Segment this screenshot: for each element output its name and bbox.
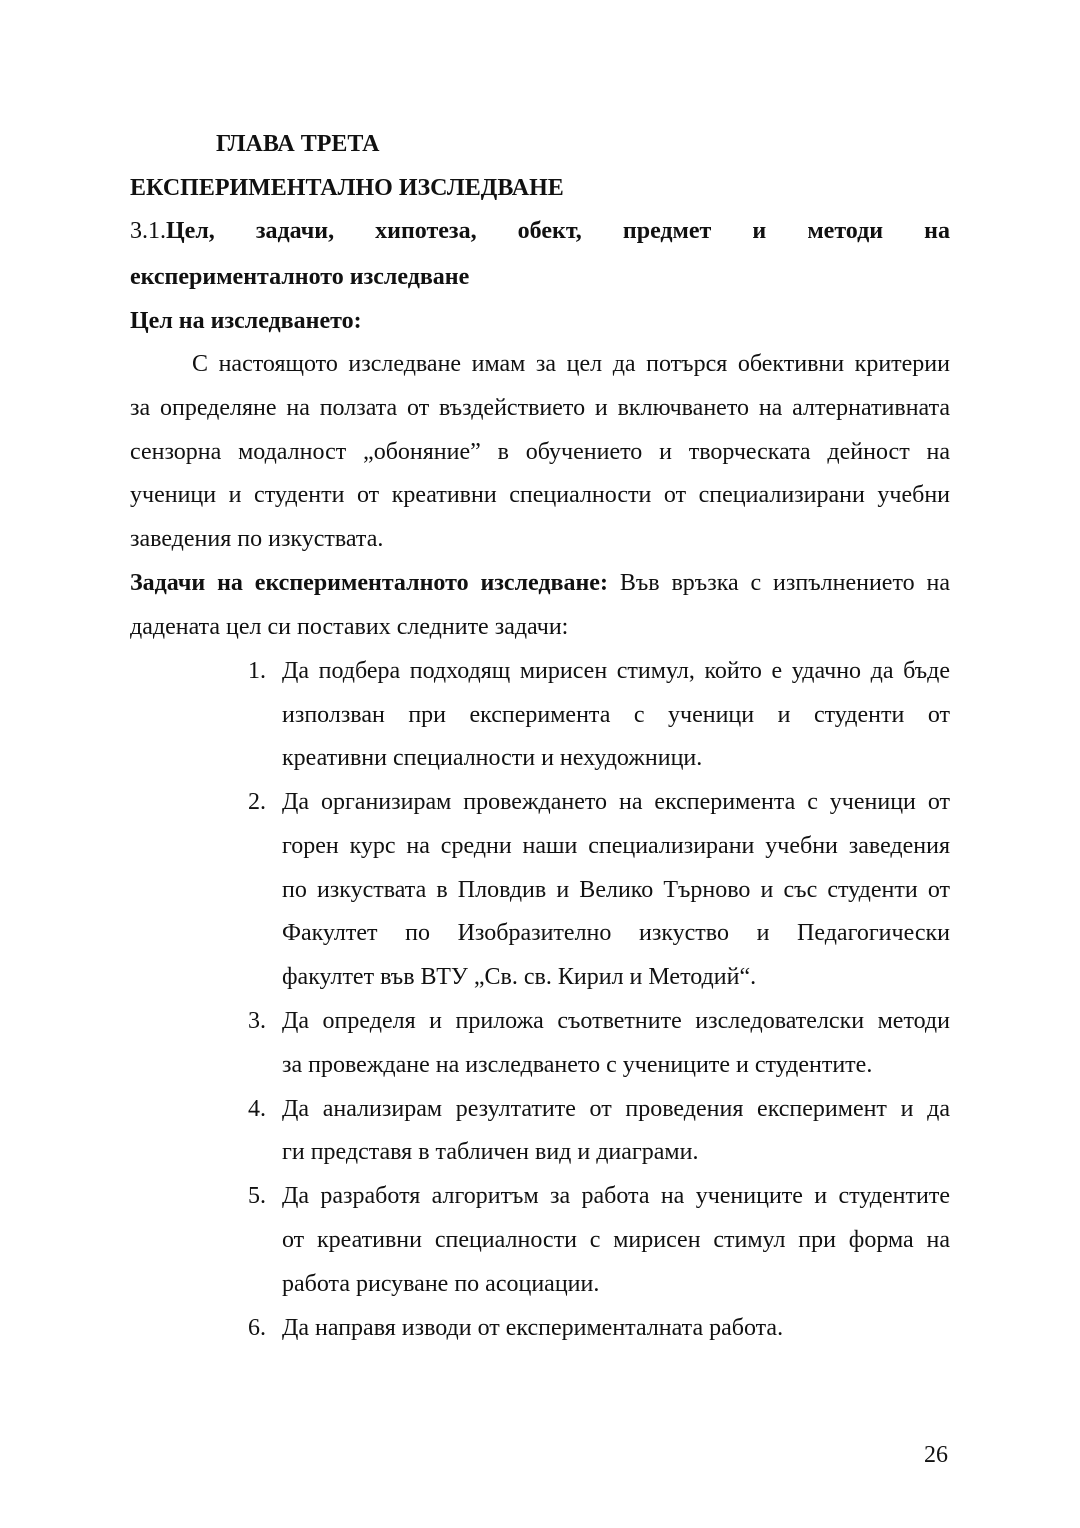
goal-paragraph-line: заведения по изкуствата. [130,526,384,552]
chapter-title: ЕКСПЕРИМЕНТАЛНО ИЗСЛЕДВАНЕ [130,175,564,201]
section-heading-continuation: експерименталното изследване [130,264,470,290]
list-item-line: от креативни специалности с мирисен стимул при форма на [282,1227,950,1253]
list-item-line: креативни специалности и нехудожници. [282,745,703,771]
list-item-line: по изкуствата в Пловдив и Велико Търново и със студенти от [282,877,950,903]
list-item-number: 1. [248,658,266,684]
goal-paragraph-line: ученици и студенти от креативни специалности от специализирани учебни [130,482,950,508]
section-first-word [130,216,215,246]
tasks-intro-rest: Във връзка с изпълнението на [607,570,950,596]
list-item-line: Да анализирам резултатите от проведения експеримент и да [282,1096,950,1122]
section-word: хипотеза, [375,218,477,244]
section-word: методи [807,218,884,244]
chapter-label: ГЛАВА ТРЕТА [216,131,380,157]
list-item-line: за провеждане на изследването с учениците и студентите. [282,1052,873,1078]
list-item-line: ги представя в табличен вид и диаграми. [282,1139,699,1165]
section-word: предмет [622,218,712,244]
list-item-line: Да разработя алгоритъм за работа на учениците и студентите [282,1183,950,1209]
section-word: Цел, [166,218,215,244]
goal-paragraph-line: сензорна модалност „обоняние” в обучението и творческата дейност на [130,439,950,465]
list-item-line: използван при експеримента с ученици и студенти от [282,702,950,728]
list-item-number: 6. [248,1315,266,1341]
list-item-line: Факултет по Изобразително изкуство и Педагогически [282,920,950,946]
goal-paragraph-line: С настоящото изследване имам за цел да потърся обективни критерии [192,351,950,377]
goal-heading: Цел на изследването: [130,308,362,334]
section-word: обект, [517,218,582,244]
goal-paragraph-line: за определяне на ползата от въздействието и включването на алтернативната [130,395,950,421]
list-item-line: Да направя изводи от експерименталната работа. [282,1315,784,1341]
list-item-line: Да определя и приложа съответните изследователски методи [282,1008,950,1034]
list-item-number: 2. [248,789,266,815]
section-word: и [752,218,767,244]
list-item-number: 4. [248,1096,266,1122]
section-word: задачи, [255,218,335,244]
section-heading [130,216,950,246]
list-item-line: работа рисуване по асоциации. [282,1271,600,1297]
list-item-number: 5. [248,1183,266,1209]
list-item-line: Да подбера подходящ мирисен стимул, който е удачно да бъде [282,658,950,684]
list-item-line: горен курс на средни наши специализирани учебни заведения [282,833,950,859]
tasks-intro-line-2: дадената цел си поставих следните задачи: [130,614,569,640]
tasks-heading: Задачи на експерименталното изследване: [130,570,608,596]
section-word: на [924,218,950,244]
list-item-line: Да организирам провеждането на експеримента с ученици от [282,789,950,815]
list-item-line: факултет във ВТУ „Св. св. Кирил и Методий“. [282,964,757,990]
list-item-number: 3. [248,1008,266,1034]
tasks-intro-line [130,568,950,598]
section-number: 3.1. [130,218,166,244]
page-number: 26 [924,1442,948,1468]
